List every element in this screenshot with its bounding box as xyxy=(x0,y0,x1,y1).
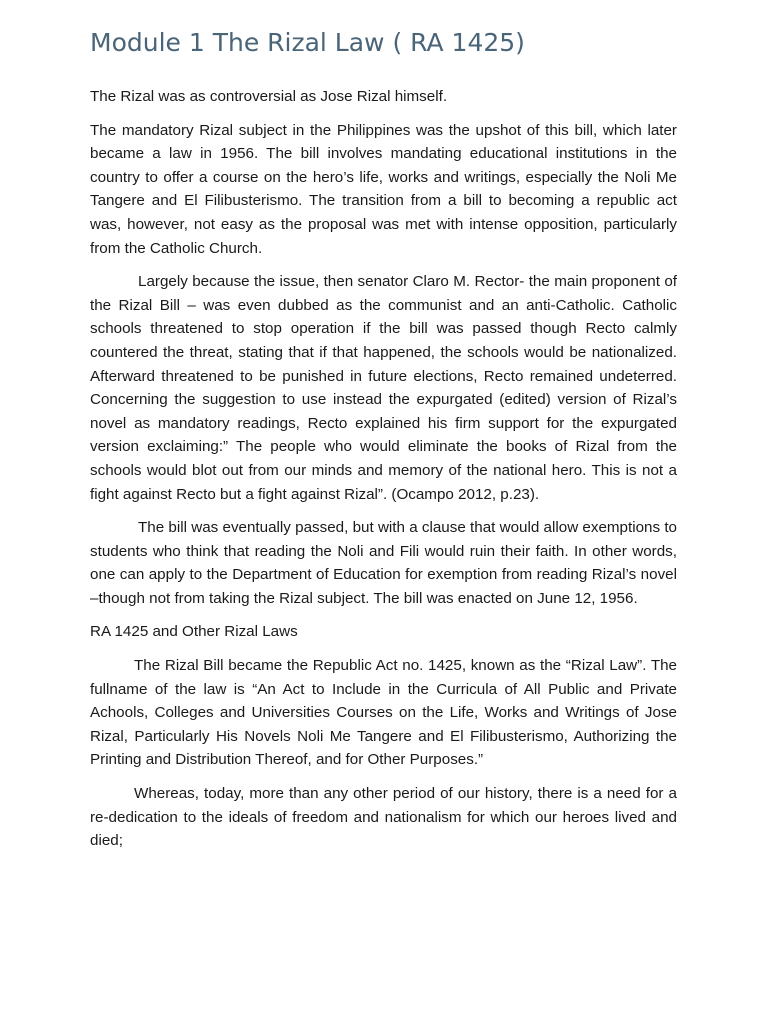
intro-paragraph: The Rizal was as controversial as Jose Rizal himself. xyxy=(90,88,448,105)
paragraph-recto-opposition: Largely because the issue, then senator Claro M. Rector- the main proponent of the Rizal Bill – was even dubbed as the communist and an anti-Catholic. Catholic schools threatened to stop operation if the bill was passed though Recto calmly countered the threat, stating that if that happened, the schools would be nationalized. Afterward threatened to be punished in future elections, Recto remained undeterred. Concerning the suggestion to use instead the expurgated (edited) version of Rizal’s novel as mandatory readings, Recto explained his firm support for the expurgated version exclaiming:” The people who would eliminate the books of Rizal from the schools would blot out from our minds and memory of the national hero. This is not a fight against Recto but a fight against Rizal”. (Ocampo 2012, p.23). xyxy=(90,273,677,503)
section-heading: RA 1425 and Other Rizal Laws xyxy=(90,623,298,641)
paragraph-bill-passed: The bill was eventually passed, but with a clause that would allow exemptions to students who think that reading the Noli and Fili would ruin their faith. In other words, one can apply to the Department of Education for exemption from reading Rizal’s novel –though not from taking the Rizal subject. The bill was enacted on June 12, 1956. xyxy=(90,519,677,607)
paragraph-whereas: Whereas, today, more than any other period of our history, there is a need for a re-dedication to the ideals of freedom and nationalism for which our heroes lived and died; xyxy=(90,785,677,850)
paragraph-republic-act: The Rizal Bill became the Republic Act no. 1425, known as the “Rizal Law”. The fullname of the law is “An Act to Include in the Curricula of All Public and Private Achools, Colleges and Universities Courses on the Life, Works and Writings of Jose Rizal, Particularly His Novels Noli Me Tangere and El Filibusterismo, Authorizing the Printing and Distribution Thereof, and for Other Purposes.” xyxy=(90,657,677,769)
paragraph-mandatory-subject: The mandatory Rizal subject in the Philippines was the upshot of this bill, which later became a law in 1956. The bill involves mandating educational institutions in the country to offer a course on the hero’s life, works and writings, especially the Noli Me Tangere and El Filibusterismo. The transition from a bill to becoming a republic act was, however, not easy as the proposal was met with intense opposition, particularly from the Catholic Church. xyxy=(90,121,677,257)
page-title: Module 1 The Rizal Law ( RA 1425) xyxy=(90,28,525,57)
document-page xyxy=(90,28,677,863)
